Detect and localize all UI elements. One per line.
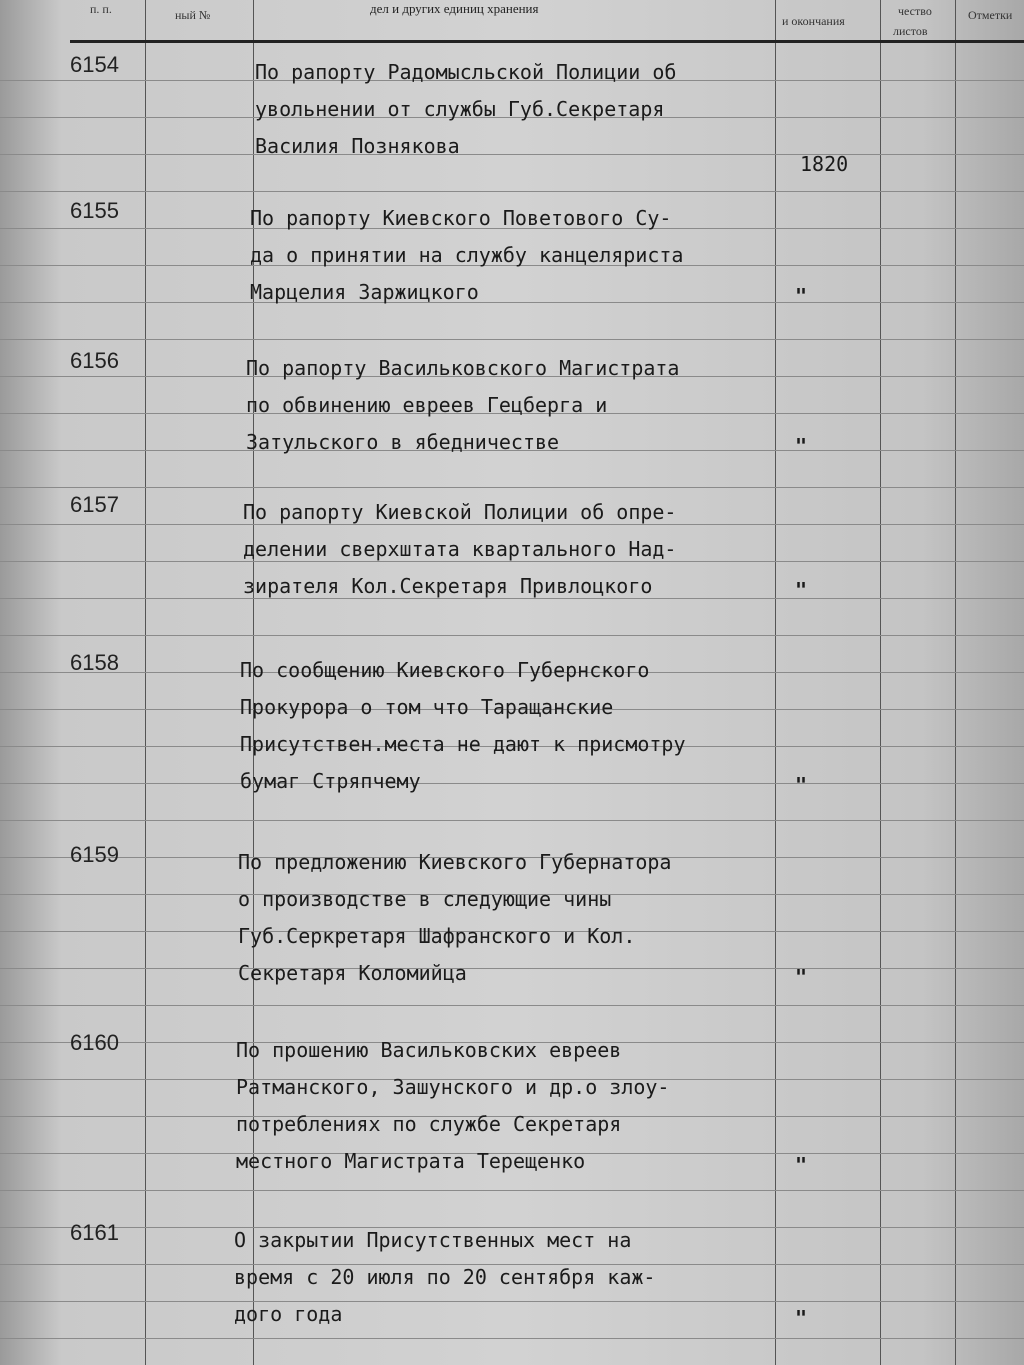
entry-number: 6160 <box>70 1030 119 1055</box>
entry-number: 6155 <box>70 198 119 223</box>
entry-title-line: дого года <box>234 1302 343 1326</box>
entry-title-line: Василия Познякова <box>255 134 460 158</box>
ruled-line <box>0 191 1024 192</box>
entry-title-line: По сообщению Киевского Губернского <box>240 658 650 682</box>
entry-title-line: Губ.Серкретаря Шафранского и Кол. <box>238 924 636 948</box>
header-col-dates: и окончания <box>782 14 845 28</box>
ruled-line <box>0 783 1024 784</box>
entry-year: 1820 <box>800 152 849 176</box>
entry-title-line: увольнении от службы Губ.Секретаря <box>255 97 665 121</box>
column-divider <box>880 0 881 1365</box>
ruled-line <box>0 1338 1024 1339</box>
entry-title-line: по обвинению евреев Гецберга и <box>246 393 608 417</box>
entry-number: 6157 <box>70 492 119 517</box>
entry-year-ditto: " <box>795 284 808 308</box>
ruled-line <box>0 339 1024 340</box>
column-divider <box>145 0 146 1365</box>
entry-title-line: о производстве в следующие чины <box>238 887 612 911</box>
entry-number: 6161 <box>70 1220 119 1245</box>
entry-title-line: По рапорту Васильковского Магистрата <box>246 356 680 380</box>
header-col-number: п. п. <box>90 2 112 16</box>
ruled-line <box>0 154 1024 155</box>
entry-title-line: Затульского в ябедничестве <box>246 430 560 454</box>
entry-title-line: делении сверхштата квартального Над- <box>243 537 677 561</box>
ruled-line <box>0 635 1024 636</box>
entry-title-line: Марцелия Заржицкого <box>250 280 479 304</box>
ruled-line <box>0 968 1024 969</box>
entry-title-line: Секретаря Коломийца <box>238 961 467 985</box>
entry-year-ditto: " <box>795 1153 808 1177</box>
column-divider <box>775 0 776 1365</box>
ruled-line <box>0 1005 1024 1006</box>
entry-title-line: По рапорту Киевского Поветового Су- <box>250 206 672 230</box>
entry-title-line: О закрытии Присутственных мест на <box>234 1228 632 1252</box>
entry-year-ditto: " <box>795 578 808 602</box>
entry-title-line: Ратманского, Зашунского и др.о злоу- <box>236 1075 670 1099</box>
header-col-sheets: чество <box>898 4 932 18</box>
header-col-title: дел и других единиц хранения <box>370 1 539 16</box>
ruled-line <box>0 1301 1024 1302</box>
ruled-line <box>0 820 1024 821</box>
entry-title-line: зирателя Кол.Секретаря Привлоцкого <box>243 574 653 598</box>
entry-title-line: Присутствен.места не дают к присмотру <box>240 732 686 756</box>
entry-year-ditto: " <box>795 965 808 989</box>
entry-year-ditto: " <box>795 773 808 797</box>
entry-title-line: да о принятии на службу канцеляриста <box>250 243 684 267</box>
entry-title-line: По предложению Киевского Губернатора <box>238 850 672 874</box>
entry-year-ditto: " <box>795 1306 808 1330</box>
entry-year-ditto: " <box>795 434 808 458</box>
header-col-inventory: ный № <box>175 8 211 22</box>
entry-title-line: местного Магистрата Терещенко <box>236 1149 586 1173</box>
entry-number: 6156 <box>70 348 119 373</box>
column-divider <box>955 0 956 1365</box>
entry-title-line: бумаг Стряпчему <box>240 769 421 793</box>
entry-title-line: По рапорту Радомысльской Полиции об <box>255 60 677 84</box>
header-rule <box>70 40 1024 43</box>
ruled-line <box>0 302 1024 303</box>
entry-title-line: По рапорту Киевской Полиции об опре- <box>243 500 677 524</box>
entry-number: 6158 <box>70 650 119 675</box>
entry-number: 6154 <box>70 52 119 77</box>
entry-title-line: потреблениях по службе Секретаря <box>236 1112 622 1136</box>
entry-title-line: Прокурора о том что Таращанские <box>240 695 614 719</box>
entry-number: 6159 <box>70 842 119 867</box>
entry-title-line: По прошению Васильковских евреев <box>236 1038 622 1062</box>
header-col-sheets: листов <box>893 24 928 38</box>
ruled-line <box>0 1190 1024 1191</box>
header-col-notes: Отметки <box>968 8 1013 22</box>
entry-title-line: время с 20 июля по 20 сентября каж- <box>234 1265 656 1289</box>
ruled-line <box>0 487 1024 488</box>
